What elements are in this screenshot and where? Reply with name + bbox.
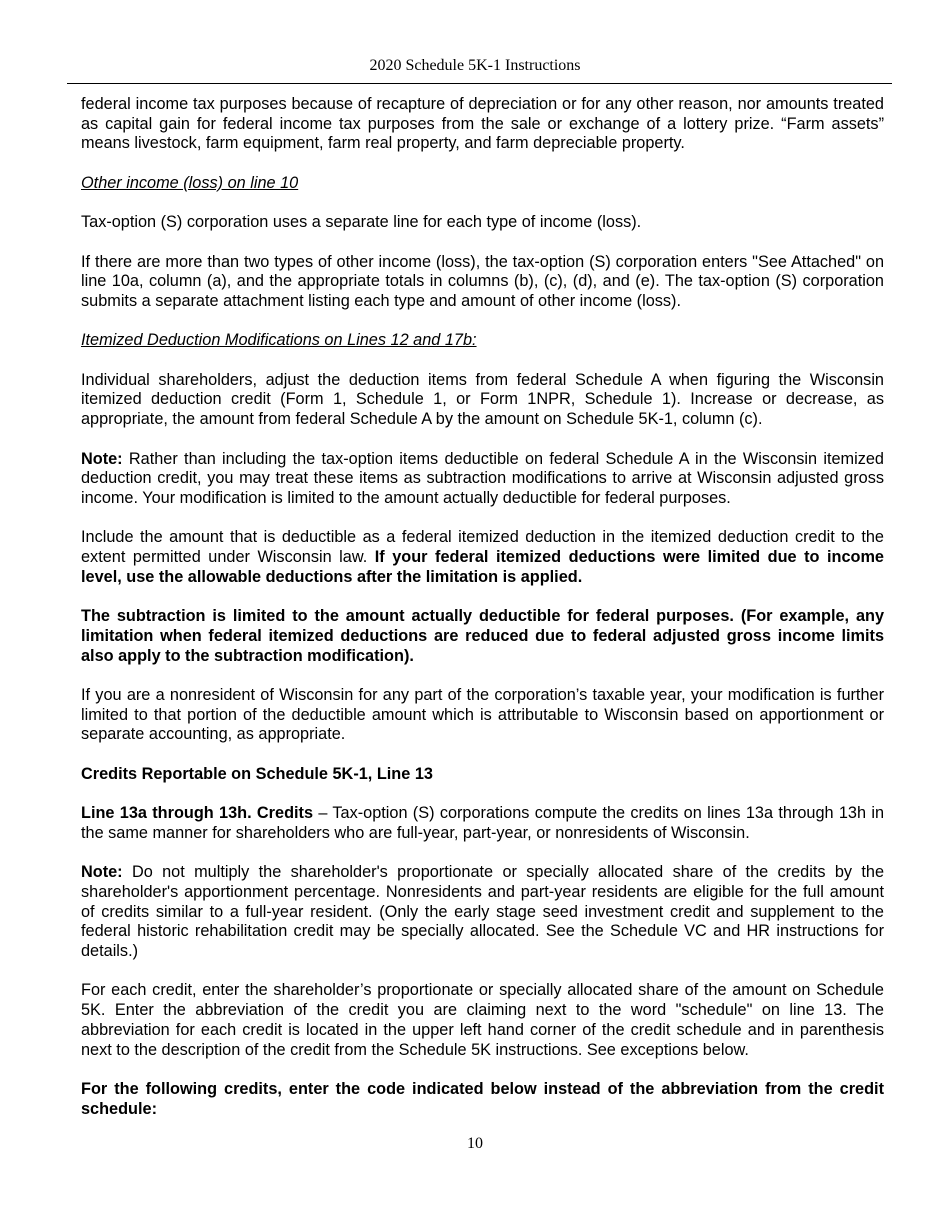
- note-label: Note:: [81, 863, 123, 882]
- paragraph-separate-line: Tax-option (S) corporation uses a separate line for each type of income (loss).: [81, 213, 642, 232]
- paragraph-include-amount: [81, 528, 884, 587]
- paragraph-line-13-credits: [81, 804, 884, 843]
- paragraph-nonresident: If you are a nonresident of Wisconsin for any part of the corporation’s taxable year, your modification is further limited to that portion of the deductible amount which is attributable to Wisconsin based on apportionment or separate accounting, as appropriate.: [81, 685, 884, 744]
- line-13-text: – Tax-option (S) corporations compute the credits on lines 13a through 13h in the same manner for shareholders who are full-year, part-year, or nonresidents of Wisconsin.: [81, 804, 884, 842]
- page-number: 10: [467, 1135, 483, 1152]
- paragraph-individual-shareholders: Individual shareholders, adjust the deduction items from federal Schedule A when figuring the Wisconsin itemized deduction credit (Form 1, Schedule 1, or Form 1NPR, Schedule 1). Increase or decrease, as appropriate, the amount from federal Schedule A by the amount on Schedule 5K-1, column (c).: [81, 370, 884, 429]
- paragraph-farm-assets: federal income tax purposes because of recapture of depreciation or for any other reason, nor amounts treated as capital gain for federal income tax purposes from the sale or exchange of a lottery prize. “Farm assets” means livestock, farm equipment, farm real property, and farm depreciable property.: [81, 95, 884, 153]
- note-text: Do not multiply the shareholder's proportionate or specially allocated share of the credits by the shareholder's apportionment percentage. Nonresidents and part-year residents are eligible for the full amount of credits similar to a full-year resident. (Only the early stage seed investment credit and supplement to the federal historic rehabilitation credit may be specially allocated. See the Schedule VC and HR instructions for details.): [81, 863, 884, 961]
- paragraph-bold-text: If your federal itemized deductions were limited due to income level, use the allowable deductions after the limitation is applied.: [81, 548, 884, 586]
- heading-itemized-deduction: Itemized Deduction Modifications on Lines 12 and 17b:: [81, 331, 477, 350]
- paragraph-note-apportionment: [81, 863, 884, 962]
- paragraph-following-credits: For the following credits, enter the code indicated below instead of the abbreviation from the credit schedule:: [81, 1079, 884, 1118]
- paragraph-each-credit: For each credit, enter the shareholder’s proportionate or specially allocated share of the amount on Schedule 5K. Enter the abbreviation of the credit you are claiming next to the word "schedule" on line 13. The abbreviation for each credit is located in the upper left hand corner of the credit schedule and in parenthesis next to the description of the credit from the Schedule 5K instructions. See exceptions below.: [81, 981, 884, 1059]
- document-body: [81, 95, 884, 1139]
- paragraph-note-subtraction: [81, 450, 884, 509]
- heading-credits-reportable: Credits Reportable on Schedule 5K-1, Line 13: [81, 764, 433, 783]
- page-header: 2020 Schedule 5K-1 Instructions: [369, 57, 581, 74]
- paragraph-see-attached: If there are more than two types of other income (loss), the tax-option (S) corporation enters "See Attached" on line 10a, column (a), and the appropriate totals in columns (b), (c), (d), and (e). The tax-option (S) corporation submits a separate attachment listing each type and amount of other income (loss).: [81, 252, 884, 310]
- header-divider: [67, 83, 892, 84]
- line-13-label: Line 13a through 13h. Credits: [81, 804, 314, 823]
- note-label: Note:: [81, 449, 123, 468]
- note-text: Rather than including the tax-option items deductible on federal Schedule A in the Wisconsin itemized deduction credit, you may treat these items as subtraction modifications to arrive at Wisconsin adjusted gross income. Your modification is limited to the amount actually deductible for federal purposes.: [81, 449, 884, 507]
- paragraph-subtraction-limited: The subtraction is limited to the amount actually deductible for federal purposes. (For example, any limitation when federal itemized deductions are reduced due to federal adjusted gross income limits also apply to the subtraction modification).: [81, 607, 884, 665]
- heading-other-income: Other income (loss) on line 10: [81, 173, 299, 192]
- paragraph-text: Include the amount that is deductible as a federal itemized deduction in the itemized deduction credit to the extent permitted under Wisconsin law.: [81, 528, 884, 567]
